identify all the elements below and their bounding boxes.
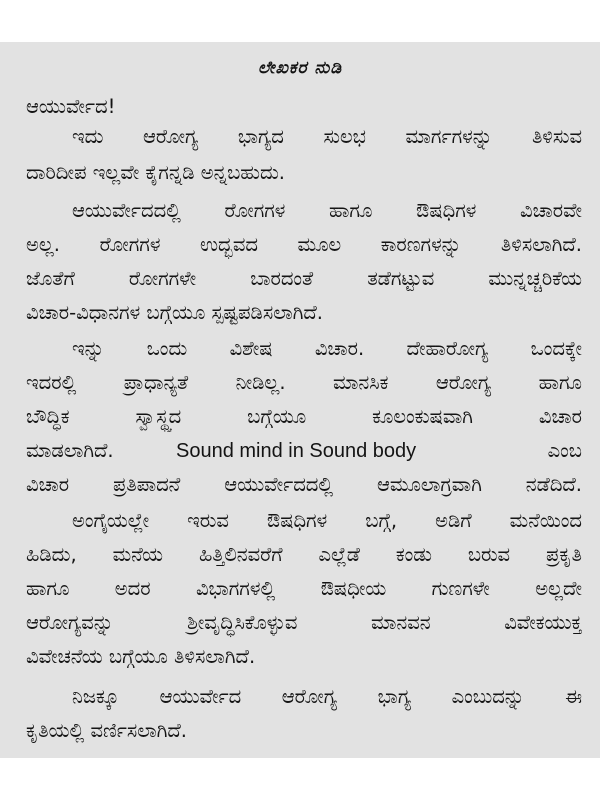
text-line: ಆಯುರ್ವೇದದಲ್ಲಿ ರೋಗಗಳ ಹಾಗೂ ಔಷಧಿಗಳ ವಿಚಾರವೇ [72,199,582,222]
text-fragment: ಎಂಬ [547,439,582,462]
text-line: ಇನ್ನು ಒಂದು ವಿಶೇಷ ವಿಚಾರ. ದೇಹಾರೋಗ್ಯ ಒಂದಕ್ಕೇ [72,337,582,360]
text-line: ಕೃತಿಯಲ್ಲಿ ವರ್ಣಿಸಲಾಗಿದೆ. [26,719,188,742]
text-line: ಹಾಗೂ ಅದರ ವಿಭಾಗಗಳಲ್ಲಿ ಔಷಧೀಯ ಗುಣಗಳೇ ಅಲ್ಲದೇ [26,577,582,600]
text-line: ಆರೋಗ್ಯವನ್ನು ಶ್ರೀವೃದ್ಧಿಸಿಕೊಳ್ಳುವ ಮಾನವನ ವಿವೇಕಯುಕ್ತ [26,611,582,634]
text-line: ಅಲ್ಲ. ರೋಗಗಳ ಉದ್ಭವದ ಮೂಲ ಕಾರಣಗಳನ್ನು ತಿಳಿಸಲಾಗಿದೆ. [26,233,582,256]
text-line: ಜೊತೆಗೆ ರೋಗಗಳೇ ಬಾರದಂತೆ ತಡೆಗಟ್ಟುವ ಮುನ್ನಚ್ಚರಿಕೆಯ [26,267,582,290]
english-phrase: Sound mind in Sound body [176,440,417,462]
text-fragment: ಮಾಡಲಾಗಿದೆ. [26,439,114,462]
text-line: ಇದರಲ್ಲಿ ಪ್ರಾಧಾನ್ಯತೆ ನೀಡಿಲ್ಲ. ಮಾನಸಿಕ ಆರೋಗ್ಯ ಹಾಗೂ [26,371,582,394]
text-line: ಬೌದ್ಧಿಕ ಸ್ವಾಸ್ಥ್ಯದ ಬಗ್ಗೆಯೂ ಕೂಲಂಕುಷವಾಗಿ ವಿಚಾರ [26,405,582,428]
text-line: ವಿವೇಚನೆಯ ಬಗ್ಗೆಯೂ ತಿಳಿಸಲಾಗಿದೆ. [26,645,256,668]
text-line: ಅಂಗೈಯಲ್ಲೇ ಇರುವ ಔಷಧಿಗಳ ಬಗ್ಗೆ, ಅಡಿಗೆ ಮನೆಯಿಂದ [72,509,582,532]
text-line: ದಾರಿದೀಪ ಇಲ್ಲವೇ ಕೈಗನ್ನಡಿ ಅನ್ನಬಹುದು. [26,161,286,184]
page-heading: ಲೇಖಕರ ನುಡಿ [257,58,343,78]
text-line: ವಿಚಾರ ಪ್ರತಿಪಾದನೆ ಆಯುರ್ವೇದದಲ್ಲಿ ಆಮೂಲಾಗ್ರವಾಗಿ ನಡೆದಿದೆ. [26,473,582,496]
book-page [0,42,600,758]
text-line: ಆಯುರ್ವೇದ! [26,95,116,118]
text-line: ನಿಜಕ್ಕೂ ಆಯುರ್ವೇದ ಆರೋಗ್ಯ ಭಾಗ್ಯ ಎಂಬುದನ್ನು ಈ [72,685,582,708]
text-line: ಇದು ಆರೋಗ್ಯ ಭಾಗ್ಯದ ಸುಲಭ ಮಾರ್ಗಗಳನ್ನು ತಿಳಿಸುವ [72,125,582,148]
text-line-mixed [26,436,582,466]
text-line: ವಿಚಾರ-ವಿಧಾನಗಳ ಬಗ್ಗೆಯೂ ಸ್ಪಷ್ಟಪಡಿಸಲಾಗಿದೆ. [26,301,323,324]
text-line: ಹಿಡಿದು, ಮನೆಯ ಹಿತ್ತಿಲಿನವರೆಗೆ ಎಲ್ಲೆಡೆ ಕಂಡು ಬರುವ ಪ್ರಕೃತಿ [26,543,582,566]
